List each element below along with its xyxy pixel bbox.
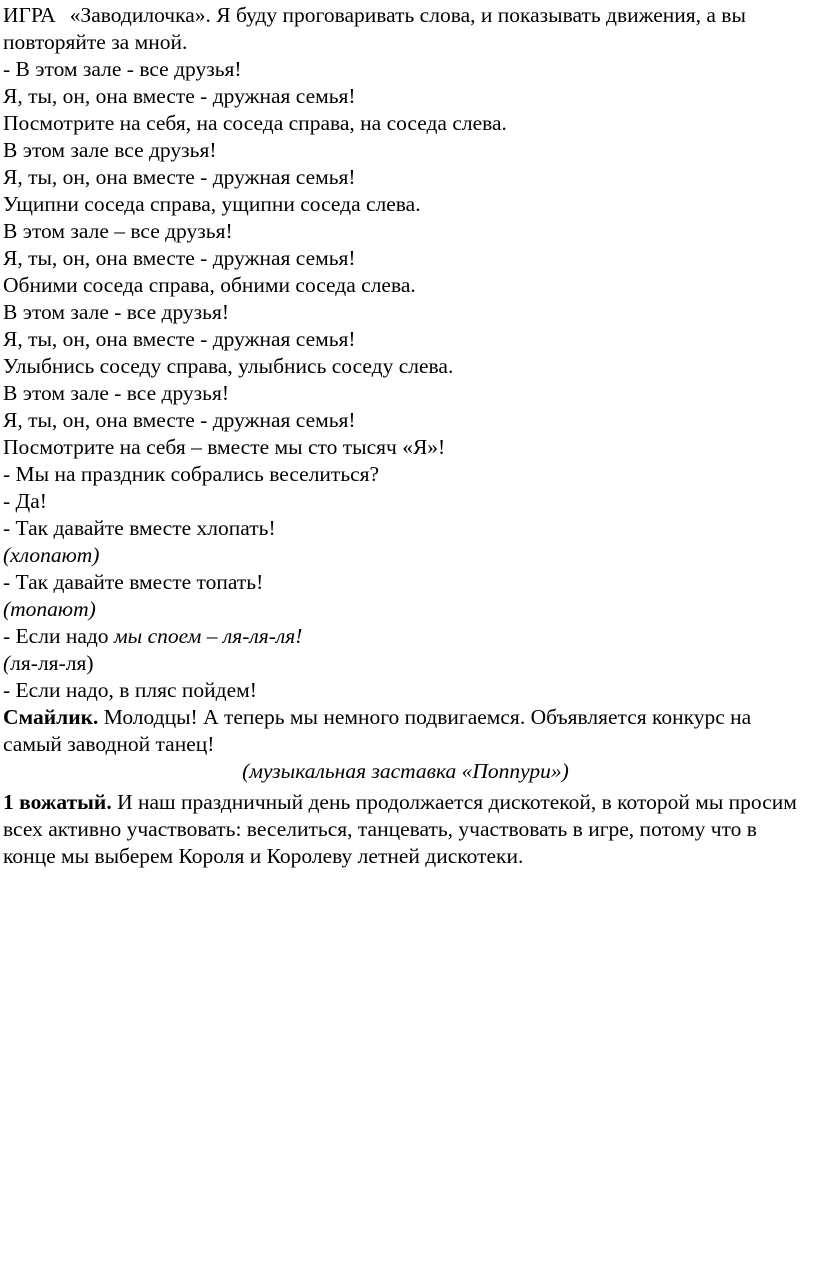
verse-line-sing: [3, 623, 808, 650]
game-intro: [3, 2, 808, 56]
response-line: [3, 650, 808, 677]
verse-line: Я, ты, он, она вместе - дружная семья!: [3, 165, 356, 189]
verse-line: Посмотрите на себя, на соседа справа, на соседа слева.: [3, 111, 507, 135]
music-note: (музыкальная заставка «Поппури»): [242, 759, 569, 783]
verse-line: В этом зале - все друзья!: [3, 381, 230, 405]
verse-line-dance: - Если надо, в пляс пойдем!: [3, 678, 257, 702]
smiley-text: Молодцы! А теперь мы немного подвигаемся. Объявляется конкурс на самый заводной танец!: [3, 705, 752, 756]
verse-line: Улыбнись соседу справа, улыбнись соседу слева.: [3, 354, 454, 378]
stage-direction-clap: (хлопают): [3, 543, 100, 567]
response-text: ля-ля-ля): [10, 651, 94, 675]
verse-line: Я, ты, он, она вместе - дружная семья!: [3, 327, 356, 351]
verse-line: В этом зале - все друзья!: [3, 300, 230, 324]
response-paren: (: [3, 651, 11, 675]
counselor-text: И наш праздничный день продолжается дискотекой, в которой мы просим всех активно участвовать: веселиться, танцевать, участвовать в игре, потому что в конце мы выберем Короля и Королеву летней дискотеки.: [3, 790, 797, 868]
game-label: ИГРА: [3, 3, 56, 27]
verse-line: Посмотрите на себя – вместе мы сто тысяч «Я»!: [3, 435, 446, 459]
speaker-counselor: 1 вожатый.: [3, 790, 112, 814]
verse-line: - Так давайте вместе хлопать!: [3, 516, 276, 540]
verse-line: Я, ты, он, она вместе - дружная семья!: [3, 84, 356, 108]
counselor-paragraph: [3, 789, 808, 870]
sing-italic: мы споем – ля-ля-ля!: [113, 624, 303, 648]
verse-line: Ущипни соседа справа, ущипни соседа слева.: [3, 192, 421, 216]
verse-line: Я, ты, он, она вместе - дружная семья!: [3, 246, 356, 270]
verse-line: В этом зале все друзья!: [3, 138, 217, 162]
verse-line: Я, ты, он, она вместе - дружная семья!: [3, 408, 356, 432]
stage-direction-stomp: (топают): [3, 597, 96, 621]
verse-line-stomp: - Так давайте вместе топать!: [3, 570, 264, 594]
smiley-paragraph: [3, 704, 808, 758]
verse-line: В этом зале – все друзья!: [3, 219, 233, 243]
speaker-smiley: Смайлик.: [3, 705, 99, 729]
verse-line: - Мы на праздник собрались веселиться?: [3, 462, 380, 486]
verse-line: - В этом зале - все друзья!: [3, 57, 242, 81]
game-intro-text: «Заводилочка». Я буду проговаривать слова, и показывать движения, а вы повторяйте за мной.: [3, 3, 746, 54]
sing-prefix: - Если надо: [3, 624, 114, 648]
verse-line: Обними соседа справа, обними соседа слева.: [3, 273, 416, 297]
verse-line: - Да!: [3, 489, 47, 513]
